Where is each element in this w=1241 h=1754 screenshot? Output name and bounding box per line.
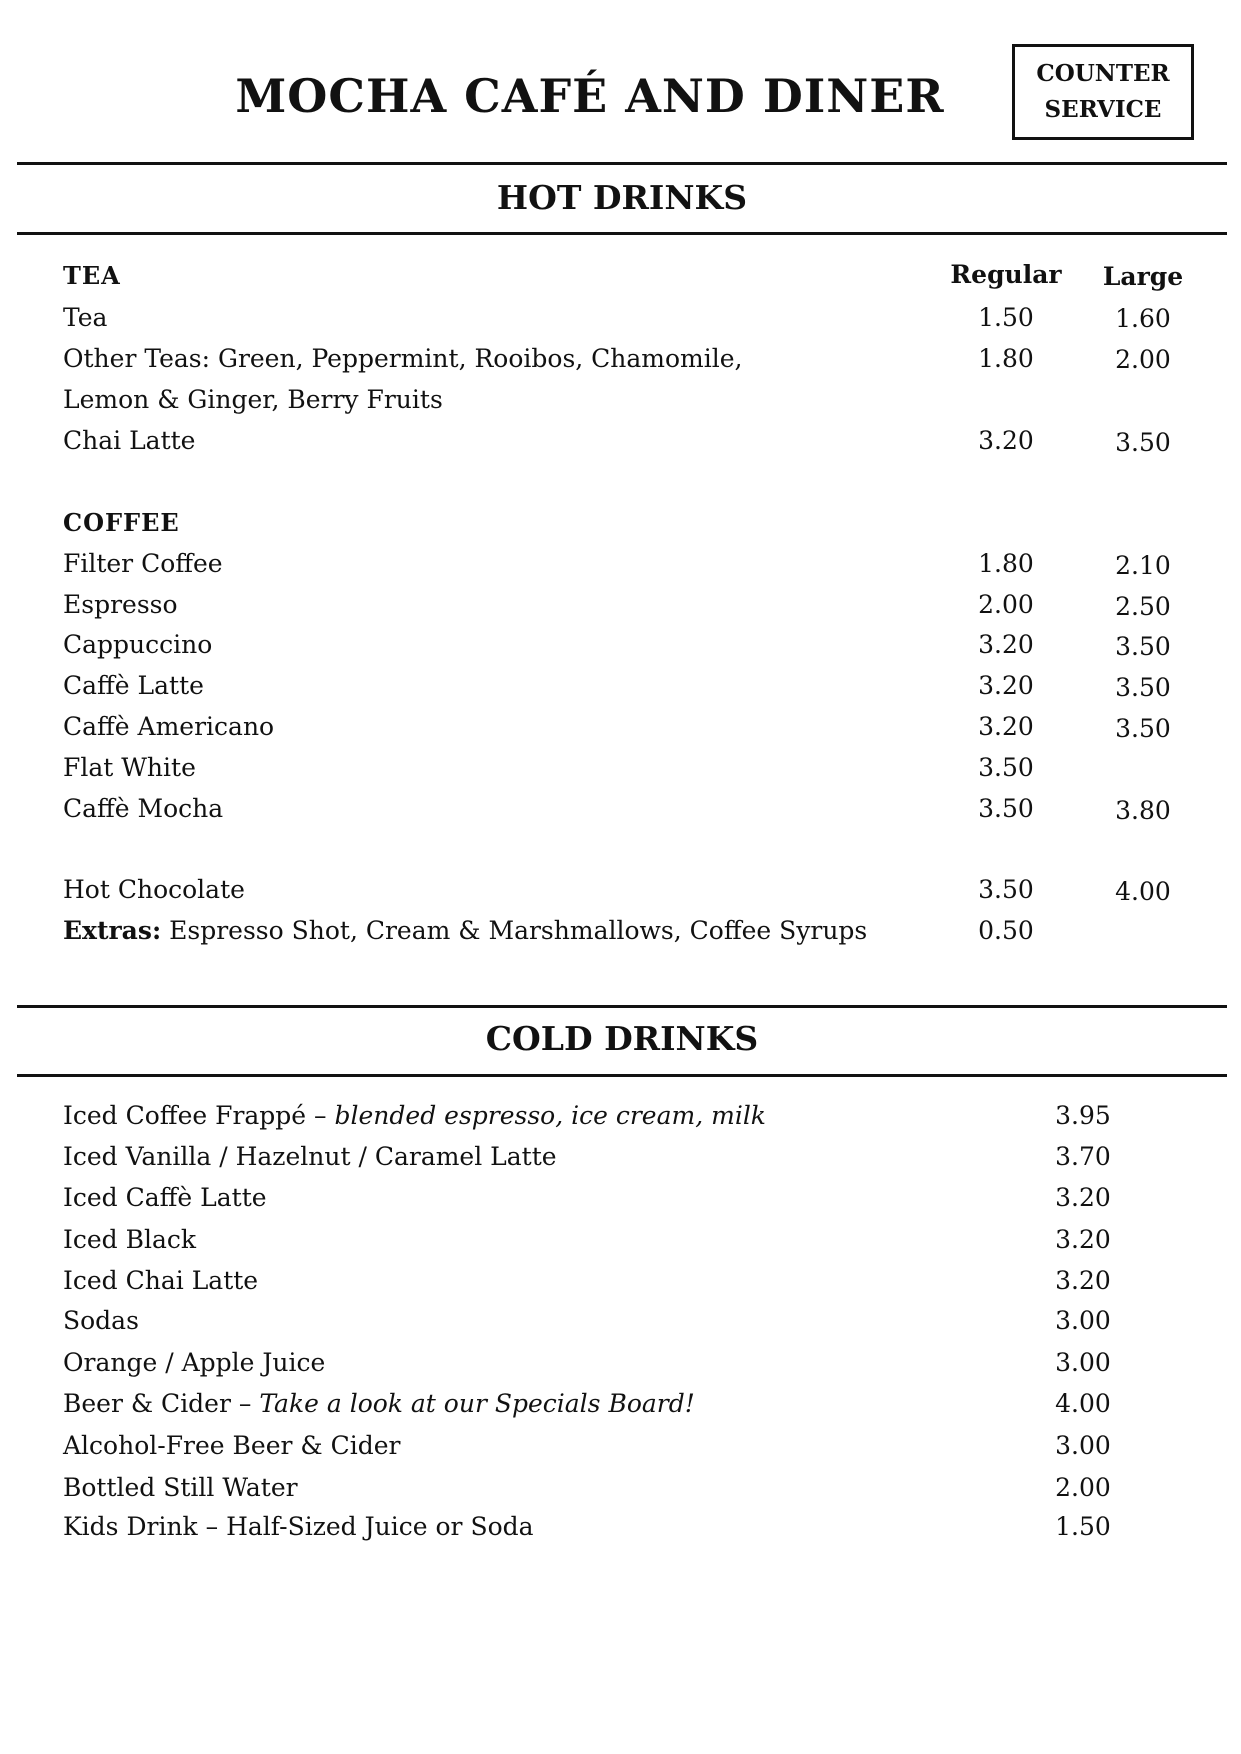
menu-item-name: Caffè Latte	[63, 671, 204, 700]
extras-line	[63, 913, 867, 949]
item-description: Take a look at our Specials Board!	[259, 1389, 695, 1418]
large-price: 2.10	[1115, 551, 1171, 580]
price: 3.00	[1055, 1431, 1111, 1460]
cold-drinks-heading: COLD DRINKS	[485, 1019, 759, 1058]
regular-price: 1.80	[978, 344, 1034, 373]
regular-price: 3.50	[978, 875, 1034, 904]
extras-label: Extras:	[63, 916, 162, 945]
regular-price: 3.20	[978, 712, 1034, 741]
price: 2.00	[1055, 1473, 1111, 1502]
divider-top-cold	[17, 1005, 1227, 1008]
menu-item-name-continued: Lemon & Ginger, Berry Fruits	[63, 385, 443, 414]
divider-bottom-cold	[17, 1074, 1227, 1077]
large-price: 1.60	[1115, 304, 1171, 333]
menu-item-name: Caffè Mocha	[63, 794, 224, 823]
price: 3.00	[1055, 1306, 1111, 1335]
regular-price: 3.50	[978, 753, 1034, 782]
hot-drinks-heading: HOT DRINKS	[496, 178, 748, 217]
menu-item-name: Alcohol-Free Beer & Cider	[63, 1431, 401, 1460]
large-price: 3.50	[1115, 632, 1171, 661]
regular-price: 1.50	[978, 303, 1034, 332]
large-price: 3.50	[1115, 714, 1171, 743]
price: 4.00	[1055, 1389, 1111, 1418]
counter-service-badge	[1012, 44, 1194, 140]
menu-item-name	[63, 1386, 695, 1422]
item-description: blended espresso, ice cream, milk	[334, 1101, 766, 1130]
menu-item-name: Tea	[63, 303, 108, 332]
extras-price: 0.50	[978, 916, 1034, 945]
coffee-heading: COFFEE	[63, 508, 180, 537]
menu-item-name	[63, 1098, 766, 1134]
tea-heading: TEA	[63, 261, 121, 290]
extras-text: Espresso Shot, Cream & Marshmallows, Coffee Syrups	[169, 916, 868, 945]
regular-price: 2.00	[978, 590, 1034, 619]
regular-price: 3.50	[978, 794, 1034, 823]
menu-item-name: Kids Drink – Half-Sized Juice or Soda	[63, 1512, 534, 1541]
menu-item-name: Chai Latte	[63, 426, 196, 455]
regular-price: 1.80	[978, 549, 1034, 578]
menu-title: MOCHA CAFÉ AND DINER	[235, 69, 945, 123]
item-name-text: Iced Coffee Frappé –	[63, 1101, 335, 1130]
menu-item-name: Other Teas: Green, Peppermint, Rooibos, Chamomile,	[63, 344, 743, 373]
price: 3.95	[1055, 1101, 1111, 1130]
item-name-text: Beer & Cider –	[63, 1389, 260, 1418]
menu-item-name: Iced Caffè Latte	[63, 1183, 267, 1212]
menu-item-name: Cappuccino	[63, 630, 213, 659]
price: 3.20	[1055, 1266, 1111, 1295]
menu-item-name: Hot Chocolate	[63, 875, 245, 904]
price: 3.70	[1055, 1142, 1111, 1171]
badge-line-2: SERVICE	[1044, 96, 1162, 123]
divider-bottom-hot	[17, 232, 1227, 235]
price: 3.20	[1055, 1225, 1111, 1254]
price: 3.20	[1055, 1183, 1111, 1212]
menu-item-name: Sodas	[63, 1306, 139, 1335]
large-price: 2.00	[1115, 345, 1171, 374]
large-price: 2.50	[1115, 592, 1171, 621]
menu-item-name: Iced Black	[63, 1225, 197, 1254]
regular-column-header: Regular	[950, 260, 1062, 289]
price: 3.00	[1055, 1348, 1111, 1377]
badge-line-1: COUNTER	[1036, 60, 1170, 87]
regular-price: 3.20	[978, 671, 1034, 700]
divider-top-hot	[17, 162, 1227, 165]
menu-item-name: Flat White	[63, 753, 196, 782]
large-price: 3.50	[1115, 428, 1171, 457]
regular-price: 3.20	[978, 630, 1034, 659]
menu-item-name: Iced Vanilla / Hazelnut / Caramel Latte	[63, 1142, 557, 1171]
menu-item-name: Filter Coffee	[63, 549, 223, 578]
menu-item-name: Iced Chai Latte	[63, 1266, 259, 1295]
large-column-header: Large	[1102, 262, 1184, 291]
menu-item-name: Espresso	[63, 590, 178, 619]
menu-item-name: Bottled Still Water	[63, 1473, 298, 1502]
regular-price: 3.20	[978, 426, 1034, 455]
menu-item-name: Caffè Americano	[63, 712, 275, 741]
large-price: 3.80	[1115, 796, 1171, 825]
large-price: 3.50	[1115, 673, 1171, 702]
menu-item-name: Orange / Apple Juice	[63, 1348, 326, 1377]
large-price: 4.00	[1115, 877, 1171, 906]
price: 1.50	[1055, 1512, 1111, 1541]
